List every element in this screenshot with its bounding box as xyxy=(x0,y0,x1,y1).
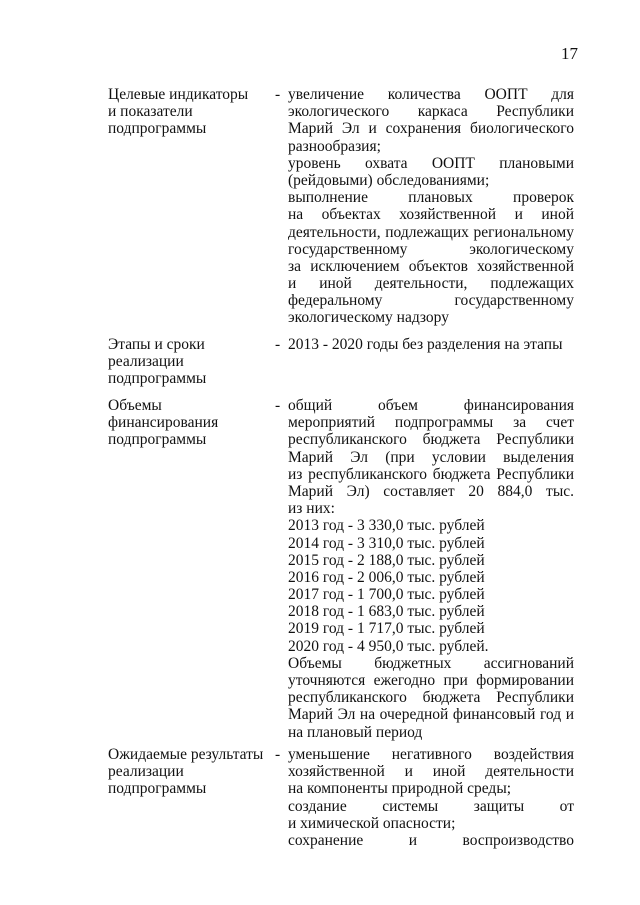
content-line: 2015 год - 2 188,0 тыс. рублей xyxy=(288,551,485,569)
label-line: подпрограммы xyxy=(108,431,207,449)
section-label xyxy=(108,746,268,798)
content-line: экологическому надзору xyxy=(288,309,449,327)
content-line: 2013 - 2020 годы без разделения на этапы xyxy=(288,336,563,353)
content-line: из них: xyxy=(288,500,335,518)
content-line: 2016 год - 2 006,0 тыс. рублей xyxy=(288,568,485,586)
label-line: подпрограммы xyxy=(108,780,207,798)
list-dash: - xyxy=(275,86,281,103)
content-line: федеральному государственному xyxy=(288,292,574,310)
content-line: Марий Эл на очередной финансовый год и xyxy=(288,706,574,724)
content-line: на объектах хозяйственной и иной xyxy=(288,206,574,224)
section-content xyxy=(288,397,574,741)
content-line: государственному экологическому xyxy=(288,240,574,258)
content-line: 2018 год - 1 683,0 тыс. рублей xyxy=(288,603,485,621)
content-line: и иной деятельности, подлежащих xyxy=(288,275,574,293)
label-line: подпрограммы xyxy=(108,120,207,138)
content-line: выполнение плановых проверок xyxy=(288,189,574,207)
section-label xyxy=(108,336,268,388)
label-line: подпрограммы xyxy=(108,370,207,388)
content-line: за исключением объектов хозяйственной xyxy=(288,257,574,275)
content-line: на компоненты природной среды; xyxy=(288,780,512,798)
content-line: хозяйственной и иной деятельности xyxy=(288,763,574,781)
list-dash: - xyxy=(275,746,281,763)
list-dash: - xyxy=(275,336,281,353)
content-line: республиканского бюджета Республики xyxy=(288,431,574,449)
label-line: реализации xyxy=(108,353,184,371)
content-line: уровень охвата ООПТ плановыми xyxy=(288,154,574,172)
content-line: уточняются ежегодно при формировании xyxy=(288,672,574,689)
content-line: из республиканского бюджета Республики xyxy=(288,465,574,483)
content-line: Марий Эл (при условии выделения xyxy=(288,448,574,466)
label-line: реализации xyxy=(108,763,184,781)
content-line: и химической опасности; xyxy=(288,814,456,832)
content-line: 2013 год - 3 330,0 тыс. рублей xyxy=(288,517,485,535)
content-line: создание системы защиты от xyxy=(288,797,574,815)
content-line: увеличение количества ООПТ для xyxy=(288,86,574,103)
label-line: Ожидаемые результаты xyxy=(108,746,264,763)
content-line: деятельности, подлежащих региональному xyxy=(288,223,574,241)
content-line: Объемы бюджетных ассигнований xyxy=(288,654,574,672)
content-line: (рейдовыми) обследованиями; xyxy=(288,171,490,189)
content-line: 2020 год - 4 950,0 тыс. рублей. xyxy=(288,637,489,655)
section-content xyxy=(288,86,574,327)
content-line: Марий Эл и сохранения биологического xyxy=(288,120,574,138)
label-line: Целевые индикаторы xyxy=(108,86,249,103)
content-line: республиканского бюджета Республики xyxy=(288,689,574,707)
content-line: разнообразия; xyxy=(288,137,381,155)
section-label xyxy=(108,86,268,138)
content-line: мероприятий подпрограммы за счет xyxy=(288,414,574,432)
label-line: Этапы и сроки xyxy=(108,336,205,353)
section-content xyxy=(288,336,574,353)
section-label xyxy=(108,397,268,449)
content-line: 2017 год - 1 700,0 тыс. рублей xyxy=(288,586,485,604)
content-line: экологического каркаса Республики xyxy=(288,103,574,121)
label-line: Объемы xyxy=(108,397,162,414)
content-line: сохранение и воспроизводство xyxy=(288,831,574,849)
content-line: уменьшение негативного воздействия xyxy=(288,746,574,763)
label-line: финансирования xyxy=(108,414,219,432)
content-line: Марий Эл) составляет 20 884,0 тыс. xyxy=(288,482,574,500)
content-line: 2019 год - 1 717,0 тыс. рублей xyxy=(288,620,485,638)
content-line: 2014 год - 3 310,0 тыс. рублей xyxy=(288,534,485,552)
list-dash: - xyxy=(275,397,281,414)
section-content xyxy=(288,746,574,849)
content-line: общий объем финансирования xyxy=(288,397,574,414)
page-number: 17 xyxy=(561,44,578,63)
content-line: на плановый период xyxy=(288,723,423,741)
label-line: и показатели xyxy=(108,103,193,121)
